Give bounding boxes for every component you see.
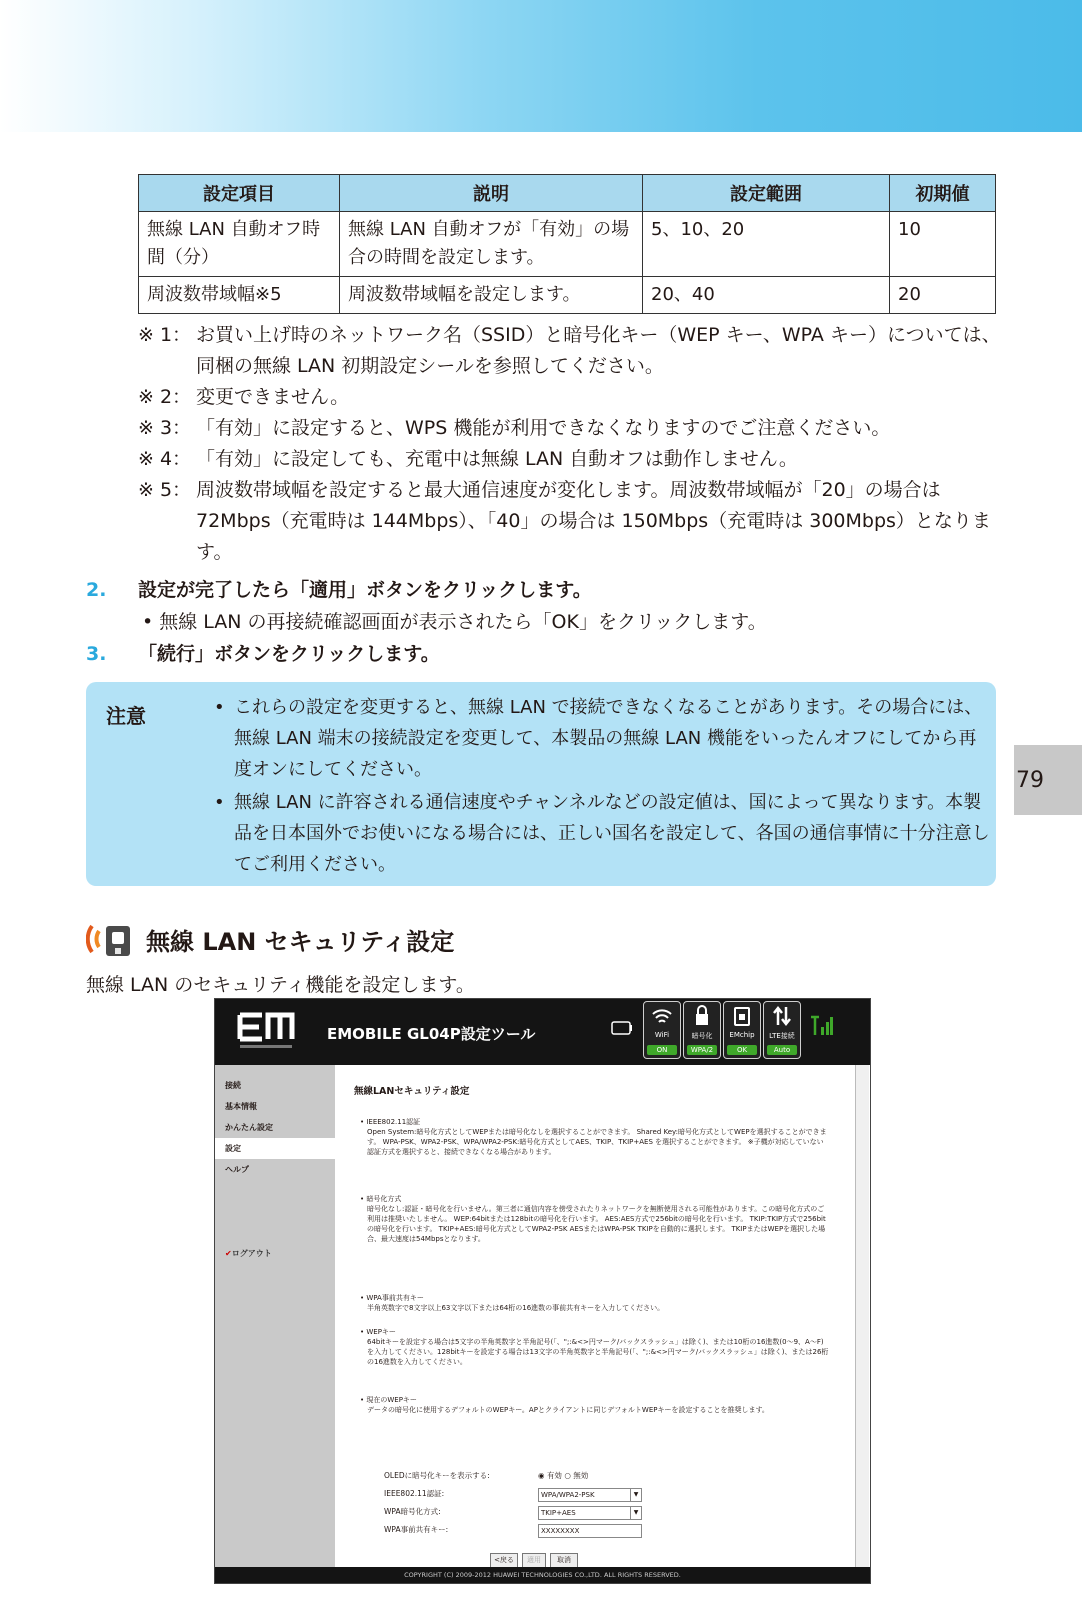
help-block-title: • WPA事前共有キー bbox=[360, 1294, 424, 1302]
table-row bbox=[139, 277, 996, 314]
table-cell: 5、10、20 bbox=[643, 212, 890, 277]
step-number: 3. bbox=[86, 643, 107, 665]
wifi-icon bbox=[650, 1005, 674, 1027]
footnote-text: お買い上げ時のネットワーク名（SSID）と暗号化キー（WEP キー、WPA キー）については、同梱の無線 LAN 初期設定シールを参照してください。 bbox=[196, 324, 1001, 377]
caution-label: 注意 bbox=[106, 704, 146, 728]
app-title: EMOBILE GL04P設定ツール bbox=[327, 1025, 536, 1043]
oled-off-radio[interactable]: ○ 無効 bbox=[564, 1471, 589, 1480]
help-block-body: 半角英数字で8文字以上63文字以下または64桁の16進数の事前共有キーを入力してください。 bbox=[367, 1304, 665, 1312]
lock-icon bbox=[690, 1005, 714, 1027]
footnote-text: 変更できません。 bbox=[196, 386, 350, 408]
footnote-mark: ※ 5： bbox=[138, 479, 192, 501]
help-block bbox=[360, 1194, 830, 1244]
oled-label: OLEDに暗号化キーを表示する: bbox=[384, 1471, 490, 1480]
caution-list bbox=[212, 692, 992, 882]
wifi-status-button[interactable] bbox=[643, 1001, 681, 1059]
auth-value: WPA/WPA2-PSK bbox=[541, 1491, 595, 1499]
sidebar-item-settings[interactable]: 設定 bbox=[215, 1138, 335, 1159]
vertical-scrollbar[interactable] bbox=[855, 1065, 869, 1568]
oled-on-label: 有効 bbox=[546, 1471, 562, 1480]
help-block-body: 64bitキーを設定する場合は5文字の半角英数字と半角記号(「、";:&<>円マーク/バックスラッシュ」は除く)、または10桁の16進数(0〜9、A〜F)を入力してください。128bitキーを設定する場合は13文字の半角英数字と半角記号(「、";:&<>円マーク/バックスラッシュ」は除く)、または26桁の16進数を入力してください。 bbox=[367, 1338, 829, 1366]
footnote-mark: ※ 2： bbox=[138, 386, 192, 408]
column-header: 設定項目 bbox=[139, 175, 340, 212]
emchip-status-button[interactable] bbox=[723, 1001, 761, 1059]
emobile-logo-icon bbox=[237, 1009, 295, 1053]
psk-value: XXXXXXXX bbox=[541, 1527, 580, 1535]
step-2-bullet: • 無線 LAN の再接続確認画面が表示されたら「OK」をクリックします。 bbox=[142, 611, 767, 633]
table-cell: 20、40 bbox=[643, 277, 890, 314]
oled-off-label: 無効 bbox=[573, 1471, 589, 1480]
help-block bbox=[360, 1395, 830, 1415]
content-heading: 無線LANセキュリティ設定 bbox=[354, 1086, 470, 1097]
help-block bbox=[360, 1327, 830, 1367]
footnote bbox=[138, 413, 1008, 444]
header-gradient-band bbox=[0, 0, 1082, 132]
encryption-value: TKIP+AES bbox=[541, 1509, 576, 1517]
help-block-title: • IEEE802.11認証 bbox=[360, 1118, 421, 1126]
encryption-label: WPA暗号化方式: bbox=[384, 1507, 441, 1516]
help-block-body: データの暗号化に使用するデフォルトのWEPキー。APとクライアントに同じデフォルトWEPキーを設定することを推奨します。 bbox=[367, 1406, 769, 1414]
table-header-row bbox=[139, 175, 996, 212]
tool-header bbox=[215, 999, 870, 1065]
sidebar-item-basic-info[interactable]: 基本情報 bbox=[225, 1102, 257, 1111]
logout-check-icon: ✔ bbox=[225, 1249, 232, 1258]
oled-radio-group bbox=[538, 1471, 588, 1481]
column-header: 設定範囲 bbox=[643, 175, 890, 212]
step-text: 設定が完了したら「適用」ボタンをクリックします。 bbox=[138, 579, 592, 601]
chevron-down-icon: ▼ bbox=[630, 1507, 641, 1519]
auth-label: IEEE802.11認証: bbox=[384, 1489, 445, 1498]
table-cell: 周波数帯域幅を設定します。 bbox=[340, 277, 643, 314]
help-block bbox=[360, 1117, 830, 1157]
status-state: ON bbox=[647, 1045, 677, 1055]
step-number: 2. bbox=[86, 579, 107, 601]
oled-display-row bbox=[384, 1471, 490, 1481]
encryption-status-button[interactable] bbox=[683, 1001, 721, 1059]
status-caption: WiFi bbox=[654, 1031, 670, 1039]
table-cell: 10 bbox=[890, 212, 996, 277]
sidebar-item-logout[interactable] bbox=[215, 1243, 335, 1264]
footnote-text: 「有効」に設定すると、WPS 機能が利用できなくなりますのでご注意ください。 bbox=[196, 417, 891, 439]
tool-sidebar bbox=[215, 1065, 335, 1568]
caution-item: • これらの設定を変更すると、無線 LAN で接続できなくなることがあります。その場合には、無線 LAN 端末の接続設定を変更して、本製品の無線 LAN 機能をいったんオフにしてから再度オンにしてください。 bbox=[212, 692, 992, 785]
psk-label: WPA事前共有キー: bbox=[384, 1525, 449, 1534]
settings-table bbox=[138, 174, 996, 314]
help-block bbox=[360, 1293, 830, 1313]
logout-label: ログアウト bbox=[231, 1249, 272, 1258]
battery-icon bbox=[611, 1021, 633, 1035]
status-state: WPA/2 bbox=[687, 1045, 717, 1055]
section-title: 無線 LAN セキュリティ設定 bbox=[146, 928, 455, 956]
table-cell: 20 bbox=[890, 277, 996, 314]
wifi-security-icon bbox=[86, 918, 134, 960]
oled-on-radio[interactable]: ◉ 有効 bbox=[538, 1471, 562, 1480]
status-state: Auto bbox=[767, 1045, 797, 1055]
section-description: 無線 LAN のセキュリティ機能を設定します。 bbox=[86, 974, 475, 996]
lte-status-button[interactable] bbox=[763, 1001, 801, 1059]
signal-strength-icon bbox=[809, 1015, 833, 1035]
footnote-text: 周波数帯域幅を設定すると最大通信速度が変化します。周波数帯域幅が「20」の場合は 72Mbps（充電時は 144Mbps）、「40」の場合は 150Mbps（充電時は 300Mbps）となります。 bbox=[196, 479, 991, 563]
status-state: OK bbox=[727, 1045, 757, 1055]
footnote bbox=[138, 320, 1008, 382]
tool-content bbox=[340, 1065, 850, 1568]
column-header: 初期値 bbox=[890, 175, 996, 212]
footnote-text: 「有効」に設定しても、充電中は無線 LAN 自動オフは動作しません。 bbox=[196, 448, 798, 470]
footnote-mark: ※ 3： bbox=[138, 417, 192, 439]
chevron-down-icon: ▼ bbox=[630, 1489, 641, 1501]
column-header: 説明 bbox=[340, 175, 643, 212]
sidebar-item-quick-setup[interactable]: かんたん設定 bbox=[225, 1123, 273, 1132]
step-2 bbox=[86, 575, 592, 602]
sim-card-icon bbox=[730, 1005, 754, 1027]
footnote bbox=[138, 382, 1008, 413]
footnote-mark: ※ 1： bbox=[138, 324, 192, 346]
back-button[interactable]: <戻る bbox=[490, 1553, 518, 1568]
auth-select[interactable] bbox=[538, 1488, 642, 1502]
apply-button[interactable]: 適用 bbox=[522, 1553, 546, 1568]
up-down-arrows-icon bbox=[770, 1005, 794, 1027]
page-number: 79 bbox=[1016, 768, 1044, 793]
help-block-body: Open System:暗号化方式としてWEPまたは暗号化なしを選択することができます。 Shared Key:暗号化方式としてWEPを選択することができます。 WPA-PSK、WPA2-PSK、WPA/WPA2-PSK:暗号化方式としてAES、TKIP、TKIP+AES を選択することができます。 ※子機が対応していない認証方式を選択すると、接続できなくなる場合があります。 bbox=[367, 1128, 827, 1156]
table-cell: 無線 LAN 自動オフが「有効」の場合の時間を設定します。 bbox=[340, 212, 643, 277]
sidebar-item-help[interactable]: ヘルプ bbox=[225, 1165, 249, 1174]
copyright-footer: COPYRIGHT (C) 2009-2012 HUAWEI TECHNOLOGIES CO.,LTD. ALL RIGHTS RESERVED. bbox=[215, 1567, 870, 1583]
status-caption: EMchip bbox=[729, 1031, 755, 1039]
sidebar-item-connect[interactable]: 接続 bbox=[225, 1081, 241, 1090]
encryption-select[interactable] bbox=[538, 1506, 642, 1520]
table-cell: 無線 LAN 自動オフ時間（分） bbox=[139, 212, 340, 277]
footnote bbox=[138, 475, 1008, 568]
caution-item: • 無線 LAN に許容される通信速度やチャンネルなどの設定値は、国によって異なります。本製品を日本国外でお使いになる場合には、正しい国名を設定して、各国の通信事情に十分注意してご利用ください。 bbox=[212, 787, 992, 880]
status-caption: LTE接続 bbox=[769, 1032, 795, 1040]
status-caption: 暗号化 bbox=[691, 1032, 713, 1040]
psk-input[interactable] bbox=[538, 1524, 642, 1538]
help-block-title: • 暗号化方式 bbox=[360, 1195, 402, 1203]
help-block-title: • WEPキー bbox=[360, 1328, 396, 1336]
footnote-mark: ※ 4： bbox=[138, 448, 192, 470]
help-block-body: 暗号化なし:認証・暗号化を行いません。第三者に通信内容を傍受されたりネットワークを無断使用される可能性があります。この暗号化方式のご利用は推奨いたしません。 WEP:64bitまたは128bitの暗号化を行います。 AES:AES方式で256bitの暗号化を行います。 TKIP:TKIP方式で256bitの暗号化を行います。 TKIP+AES:暗号化方式としてWPA2-PSK AESまたはWPA-PSK TKIPを自動的に選択します。 TKIPまたはWEPを選択した場合、最大速度は54Mbpsとなります。 bbox=[367, 1205, 826, 1243]
footnote bbox=[138, 444, 1008, 475]
step-3 bbox=[86, 639, 440, 666]
settings-tool-screenshot bbox=[214, 998, 871, 1584]
table-cell: 周波数帯域幅※5 bbox=[139, 277, 340, 314]
caution-box bbox=[86, 682, 996, 886]
footnotes bbox=[138, 320, 1008, 568]
step-text: 「続行」ボタンをクリックします。 bbox=[138, 643, 440, 665]
table-row bbox=[139, 212, 996, 277]
help-block-title: • 現在のWEPキー bbox=[360, 1396, 417, 1404]
cancel-button[interactable]: 取消 bbox=[550, 1553, 578, 1568]
